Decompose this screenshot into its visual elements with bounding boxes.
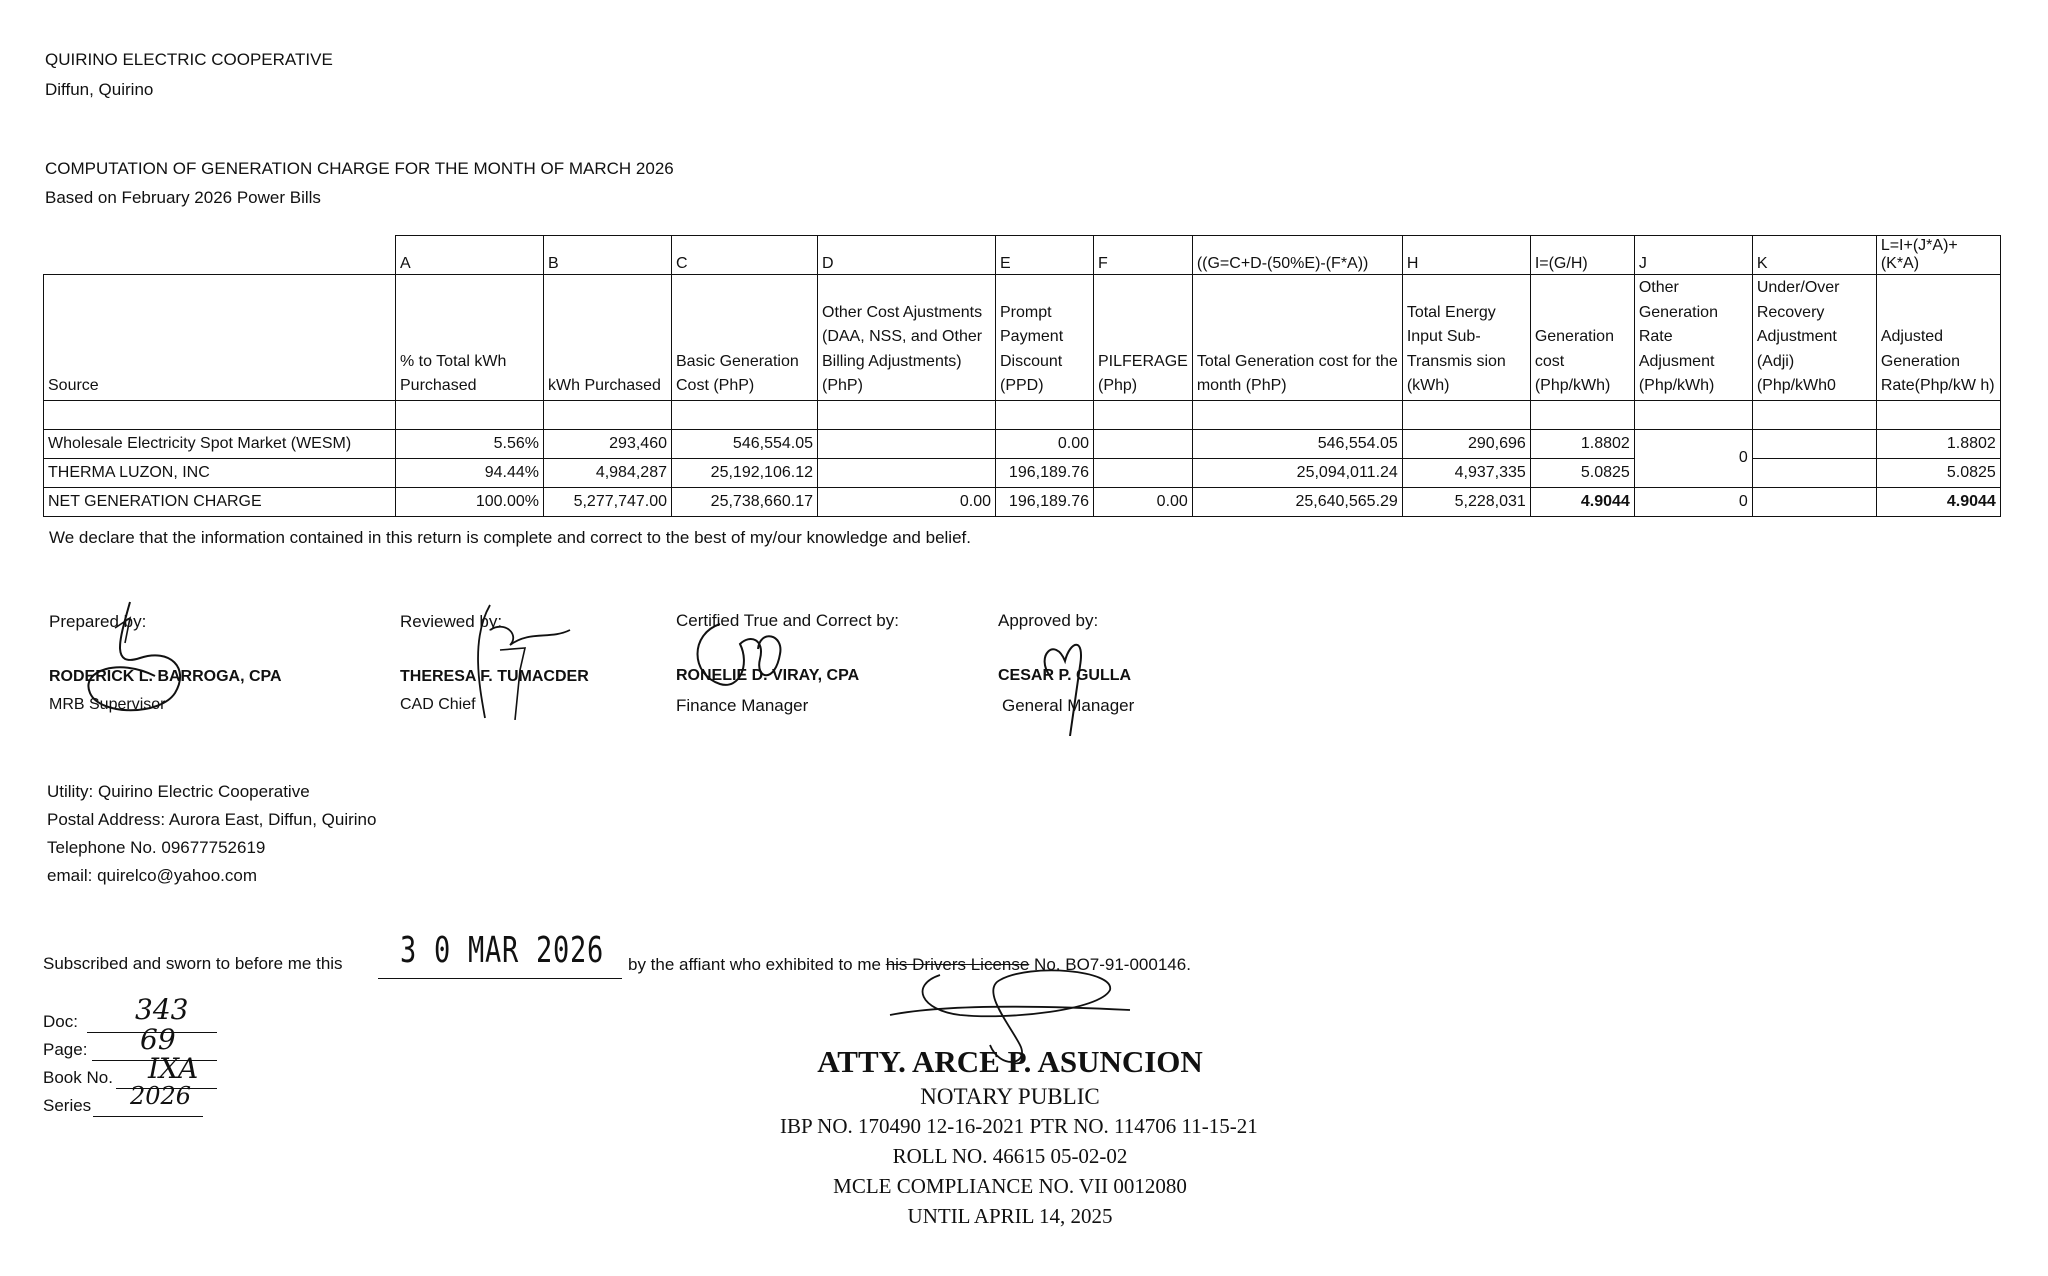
signature-prepared bbox=[60, 598, 210, 718]
adjusted-rate-cell: 5.0825 bbox=[1876, 458, 2000, 487]
kwh-cell: 5,277,747.00 bbox=[544, 487, 672, 516]
col-header: Generation cost (Php/kWh) bbox=[1530, 275, 1634, 401]
col-header: Total Energy Input Sub-Transmis sion (kWh) bbox=[1402, 275, 1530, 401]
notary-name: ATTY. ARCE P. ASUNCION bbox=[817, 1044, 1203, 1079]
org-location: Diffun, Quirino bbox=[45, 80, 154, 99]
col-letter: J bbox=[1634, 236, 1752, 275]
prepared-by-label: Prepared by: bbox=[49, 612, 147, 631]
recovery-cell bbox=[1752, 458, 1876, 487]
notary-roll: ROLL NO. 46615 05-02-02 bbox=[892, 1144, 1128, 1168]
signature-approved bbox=[1030, 626, 1110, 736]
reviewed-by-label: Reviewed by: bbox=[400, 612, 503, 631]
notary-until: UNTIL APRIL 14, 2025 bbox=[907, 1204, 1113, 1228]
gen-cost-cell: 4.9044 bbox=[1530, 487, 1634, 516]
col-header: kWh Purchased bbox=[544, 275, 672, 401]
certified-by-role: Finance Manager bbox=[676, 696, 809, 715]
col-letter: H bbox=[1402, 236, 1530, 275]
sworn-date-blank bbox=[378, 978, 622, 979]
table-row bbox=[44, 429, 2001, 458]
page-subtitle: Based on February 2026 Power Bills bbox=[45, 188, 321, 207]
col-header: Adjusted Generation Rate(Php/kW h) bbox=[1876, 275, 2000, 401]
approved-by-role: General Manager bbox=[1002, 696, 1135, 715]
energy-input-cell: 290,696 bbox=[1402, 429, 1530, 458]
gen-cost-cell: 5.0825 bbox=[1530, 458, 1634, 487]
notary-ibp-ptr: IBP NO. 170490 12-16-2021 PTR NO. 114706 11-15-21 bbox=[780, 1114, 1258, 1138]
doc-value: 343 bbox=[135, 993, 189, 1026]
col-header: % to Total kWh Purchased bbox=[396, 275, 544, 401]
approved-by-name: CESAR P. GULLA bbox=[998, 667, 1132, 684]
col-letter: I=(G/H) bbox=[1530, 236, 1634, 275]
signature-reviewed bbox=[430, 600, 590, 720]
contact-phone: Telephone No. 09677752619 bbox=[47, 838, 266, 857]
declaration-text: We declare that the information contained in this return is complete and correct to the best of my/our knowledge and belief. bbox=[49, 528, 971, 547]
doc-label: Doc: bbox=[43, 1012, 78, 1031]
col-header: PILFERAGE (Php) bbox=[1094, 275, 1193, 401]
col-letter: K bbox=[1752, 236, 1876, 275]
spacer-row bbox=[44, 400, 2001, 429]
table-row-total bbox=[44, 487, 2001, 516]
org-name: QUIRINO ELECTRIC COOPERATIVE bbox=[45, 50, 333, 69]
column-header-row bbox=[44, 275, 2001, 401]
series-label: Series bbox=[43, 1096, 92, 1115]
col-letter: A bbox=[396, 236, 544, 275]
kwh-cell: 293,460 bbox=[544, 429, 672, 458]
ppd-cell: 196,189.76 bbox=[996, 458, 1094, 487]
col-letter: D bbox=[818, 236, 996, 275]
sworn-struck-text: his Drivers License bbox=[885, 955, 1030, 974]
recovery-cell bbox=[1752, 429, 1876, 458]
sworn-prefix: Subscribed and sworn to before me this bbox=[43, 954, 343, 973]
col-header: Prompt Payment Discount (PPD) bbox=[996, 275, 1094, 401]
col-letter: E bbox=[996, 236, 1094, 275]
col-header: Total Generation cost for the month (PhP) bbox=[1192, 275, 1402, 401]
col-letter: L=I+(J*A)+(K*A) bbox=[1876, 236, 2000, 275]
pct-cell: 100.00% bbox=[396, 487, 544, 516]
gen-cost-cell: 1.8802 bbox=[1530, 429, 1634, 458]
sworn-suffix-b: No. BO7-91-000146. bbox=[1034, 955, 1191, 974]
source-cell: THERMA LUZON, INC bbox=[44, 458, 396, 487]
kwh-cell: 4,984,287 bbox=[544, 458, 672, 487]
col-header: Under/Over Recovery Adjustment (Adji) (Php/kWh0 bbox=[1752, 275, 1876, 401]
col-letter: B bbox=[544, 236, 672, 275]
pct-cell: 94.44% bbox=[396, 458, 544, 487]
basic-cost-cell: 546,554.05 bbox=[672, 429, 818, 458]
col-header: Other Generation Rate Adjusment (Php/kWh) bbox=[1634, 275, 1752, 401]
col-letter: ((G=C+D-(50%E)-(F*A)) bbox=[1192, 236, 1402, 275]
total-cost-cell: 25,640,565.29 bbox=[1192, 487, 1402, 516]
contact-utility: Utility: Quirino Electric Cooperative bbox=[47, 782, 310, 801]
generation-charge-table bbox=[43, 235, 2001, 517]
book-value: IXA bbox=[148, 1052, 199, 1085]
signature-certified bbox=[680, 614, 810, 704]
energy-input-cell: 5,228,031 bbox=[1402, 487, 1530, 516]
adj-cell: 0 bbox=[1634, 487, 1752, 516]
ppd-cell: 196,189.76 bbox=[996, 487, 1094, 516]
sworn-date-stamp: 3 0 MAR 2026 bbox=[400, 930, 605, 971]
total-cost-cell: 25,094,011.24 bbox=[1192, 458, 1402, 487]
certified-by-name: RONELIE D. VIRAY, CPA bbox=[676, 667, 860, 684]
recovery-cell bbox=[1752, 487, 1876, 516]
source-cell: NET GENERATION CHARGE bbox=[44, 487, 396, 516]
pilferage-cell bbox=[1094, 458, 1193, 487]
other-cost-cell bbox=[818, 458, 996, 487]
prepared-by-role: MRB Supervisor bbox=[49, 696, 166, 713]
page-label: Page: bbox=[43, 1040, 88, 1059]
basic-cost-cell: 25,192,106.12 bbox=[672, 458, 818, 487]
col-letter: F bbox=[1094, 236, 1193, 275]
page-title: COMPUTATION OF GENERATION CHARGE FOR THE MONTH OF MARCH 2026 bbox=[45, 159, 674, 178]
series-line bbox=[93, 1116, 203, 1117]
pct-cell: 5.56% bbox=[396, 429, 544, 458]
basic-cost-cell: 25,738,660.17 bbox=[672, 487, 818, 516]
contact-email: email: quirelco@yahoo.com bbox=[47, 866, 258, 885]
notary-title: NOTARY PUBLIC bbox=[920, 1084, 1100, 1109]
pilferage-cell: 0.00 bbox=[1094, 487, 1193, 516]
col-header: Other Cost Ajustments (DAA, NSS, and Other Billing Adjustments) (PhP) bbox=[818, 275, 996, 401]
ppd-cell: 0.00 bbox=[996, 429, 1094, 458]
book-label: Book No. bbox=[43, 1068, 113, 1087]
notary-mcle: MCLE COMPLIANCE NO. VII 0012080 bbox=[833, 1174, 1187, 1198]
adjusted-rate-cell: 4.9044 bbox=[1876, 487, 2000, 516]
approved-by-label: Approved by: bbox=[998, 611, 1099, 630]
sworn-suffix-a: by the affiant who exhibited to me bbox=[628, 955, 881, 974]
other-cost-cell: 0.00 bbox=[818, 487, 996, 516]
pilferage-cell bbox=[1094, 429, 1193, 458]
other-cost-cell bbox=[818, 429, 996, 458]
energy-input-cell: 4,937,335 bbox=[1402, 458, 1530, 487]
page-value: 69 bbox=[140, 1023, 176, 1056]
col-letter: C bbox=[672, 236, 818, 275]
col-header: Basic Generation Cost (PhP) bbox=[672, 275, 818, 401]
column-letter-row bbox=[44, 236, 2001, 275]
reviewed-by-role: CAD Chief bbox=[400, 696, 476, 713]
merged-adj-cell: 0 bbox=[1634, 429, 1752, 487]
reviewed-by-name: THERESA F. TUMACDER bbox=[400, 668, 589, 685]
adjusted-rate-cell: 1.8802 bbox=[1876, 429, 2000, 458]
certified-by-label: Certified True and Correct by: bbox=[676, 611, 899, 630]
contact-address: Postal Address: Aurora East, Diffun, Quirino bbox=[47, 810, 377, 829]
total-cost-cell: 546,554.05 bbox=[1192, 429, 1402, 458]
source-cell: Wholesale Electricity Spot Market (WESM) bbox=[44, 429, 396, 458]
col-header: Source bbox=[44, 275, 396, 401]
series-value: 2026 bbox=[130, 1082, 192, 1110]
prepared-by-name: RODERICK L. BARROGA, CPA bbox=[49, 668, 282, 685]
